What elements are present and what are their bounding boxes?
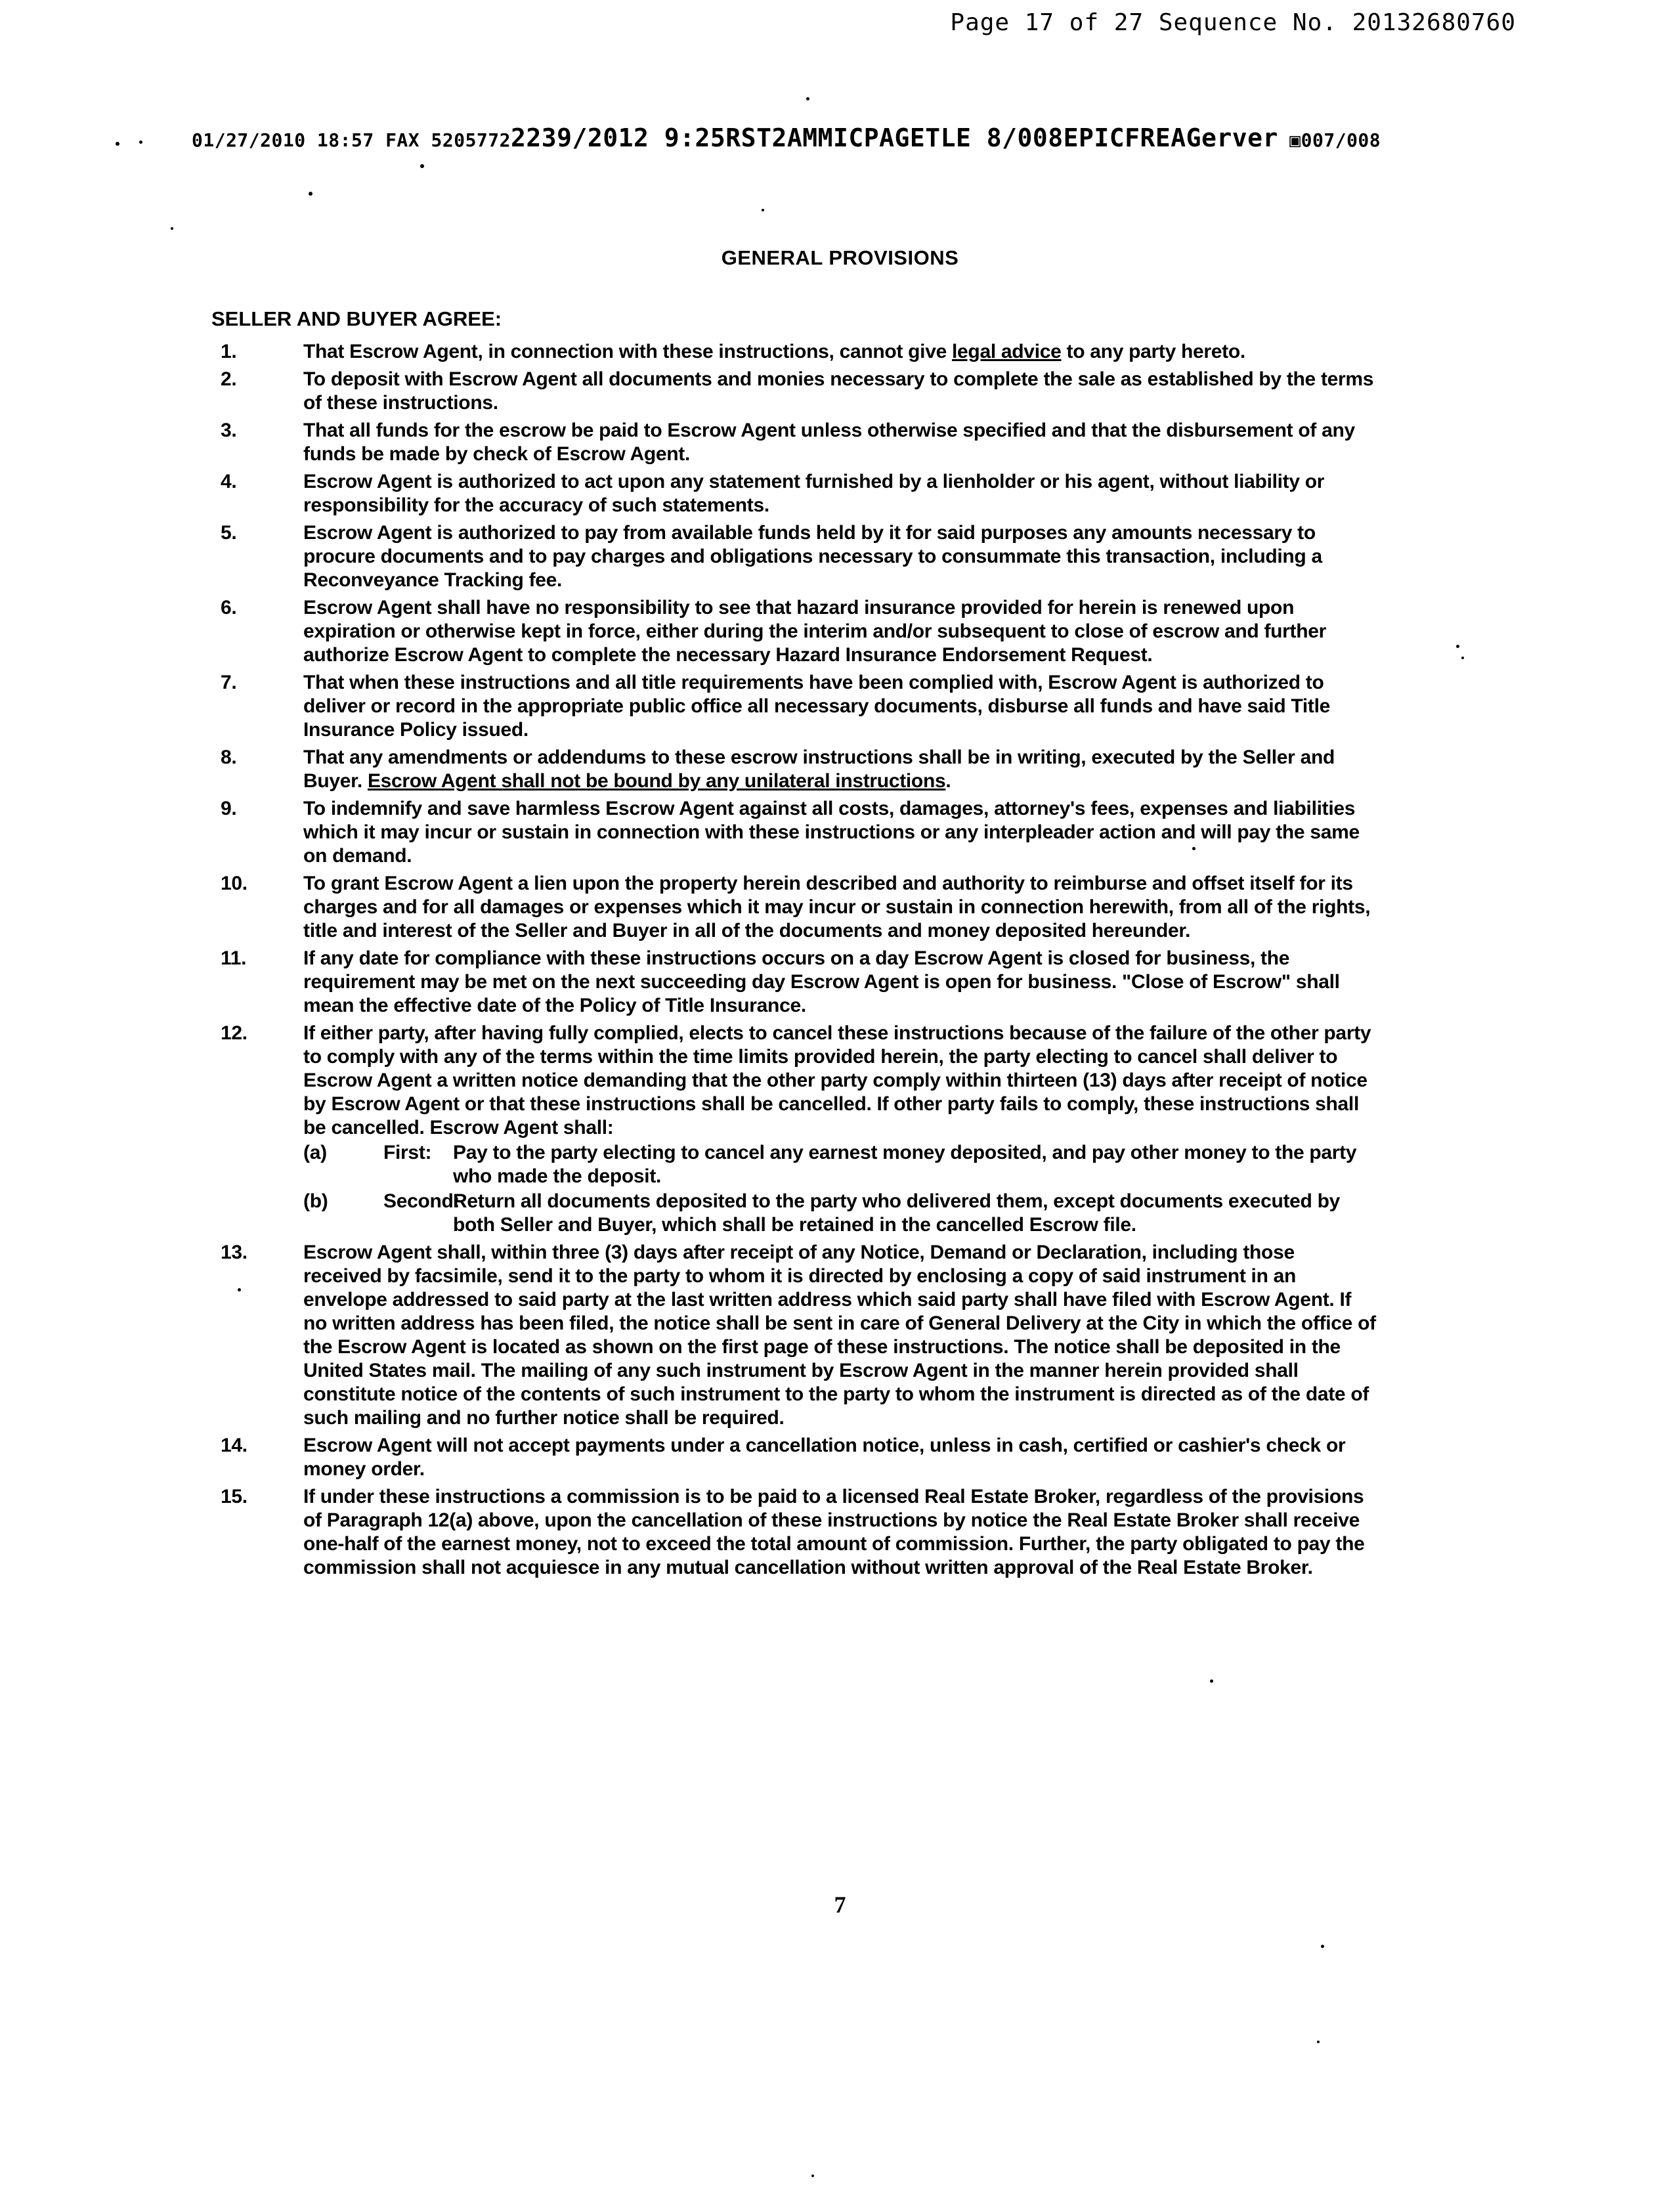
provision-text: Escrow Agent shall, within three (3) days after receipt of any Notice, Demand or Declaration, including those received by facsimile, send it to the party to whom it is directed by enclosing a copy of said instrument in an envelope addressed to said party at the last written address which said party shall have filed with Escrow Agent. If no written address has been filed, the notice shall be sent in care of General Delivery at the City in which the office of the Escrow Agent is located as shown on the first page of these instructions. The notice shall be deposited in the United States mail. The mailing of any such instrument by Escrow Agent in the manner herein provided shall constitute notice of the contents of such instrument to the party to whom the instrument is directed as of the date of such mailing and no further notice shall be required.	[303, 1242, 1376, 1429]
provision-item	[221, 596, 1376, 667]
provision-item	[221, 340, 1376, 364]
scan-speck	[1461, 657, 1464, 659]
scan-speck	[1210, 1679, 1213, 1683]
subitem-label: Second:	[383, 1190, 460, 1212]
provision-subitem	[303, 1190, 1376, 1237]
provision-item	[221, 947, 1376, 1018]
provision-number: 4.	[221, 471, 237, 492]
provision-text: That when these instructions and all title requirements have been complied with, Escrow Agent is authorized to deliver or record in the appropriate public office all necessary documents, disburse all funds and have said Title Insurance Policy issued.	[303, 672, 1331, 741]
provision-text: That Escrow Agent, in connection with these instructions, cannot give	[303, 341, 952, 362]
subitem-marker: (a)	[303, 1142, 327, 1163]
scan-speck	[1456, 645, 1459, 648]
provision-number: 8.	[221, 747, 237, 768]
section-subtitle: SELLER AND BUYER AGREE:	[211, 307, 502, 330]
provisions-list	[221, 340, 1376, 1584]
provision-text: Escrow Agent shall have no responsibility to see that hazard insurance provided for herein is renewed upon expiration or otherwise kept in force, either during the interim and/or subsequent to close of escrow and further authorize Escrow Agent to complete the necessary Hazard Insurance Endorsement Request.	[303, 597, 1327, 666]
provision-item	[221, 1434, 1376, 1481]
provision-number: 9.	[221, 798, 237, 819]
subitem-text: Pay to the party electing to cancel any earnest money deposited, and pay other money to the party who made the deposit.	[453, 1142, 1357, 1187]
fax-timestamp: 01/27/2010 18:57 FAX 5205772	[192, 129, 511, 151]
provision-text: To deposit with Escrow Agent all documents and monies necessary to complete the sale as established by the terms of these instructions.	[303, 368, 1374, 414]
scan-speck	[238, 1288, 241, 1291]
provision-number: 2.	[221, 368, 237, 390]
scan-speck	[806, 97, 809, 100]
provision-item	[221, 419, 1376, 466]
page-title: GENERAL PROVISIONS	[721, 246, 959, 269]
provision-subitem	[303, 1141, 1376, 1188]
page-number: 7	[834, 1892, 846, 1918]
provision-number: 10.	[221, 873, 248, 894]
provision-item	[221, 470, 1376, 517]
provision-text: If under these instructions a commission is to be paid to a licensed Real Estate Broker, regardless of the provisions of Paragraph 12(a) above, upon the cancellation of these instructions by notice the Real Estate Broker shall receive one-half of the earnest money, not to exceed the total amount of commission. Further, the party obligated to pay the commission shall not acquiesce in any mutual cancellation without written approval of the Real Estate Broker.	[303, 1486, 1365, 1578]
provision-text: That any amendments or addendums to these escrow instructions shall be in writing, executed by the Seller and Buyer.	[303, 747, 1335, 792]
provision-item	[221, 521, 1376, 592]
provision-number: 11.	[221, 947, 247, 969]
provision-item	[221, 1241, 1376, 1430]
provision-number: 3.	[221, 420, 237, 441]
provision-underlined-text: Escrow Agent shall not be bound by any unilateral instructions	[367, 770, 946, 792]
provision-number: 15.	[221, 1486, 248, 1507]
provision-number: 13.	[221, 1242, 248, 1263]
scan-speck	[309, 192, 312, 196]
provision-text: If any date for compliance with these instructions occurs on a day Escrow Agent is closed for business, the requirement may be met on the next succeeding day Escrow Agent is open for business. "Close of Escrow" shall mean the effective date of the Policy of Title Insurance.	[303, 947, 1340, 1016]
fax-overprint: 2239/2012 9:25RST2AMMICPAGETLE 8/008EPICFREAG	[511, 123, 1202, 152]
provision-text-end: to any party hereto.	[1061, 341, 1245, 362]
fax-page-count: 007/008	[1301, 129, 1381, 151]
fax-server: erver	[1201, 123, 1278, 152]
provision-item	[221, 746, 1376, 793]
sequence-header: Page 17 of 27 Sequence No. 20132680760	[950, 9, 1516, 36]
fax-box-icon: ▣	[1289, 129, 1301, 151]
subitem-label: First:	[383, 1142, 432, 1163]
provision-number: 5.	[221, 522, 237, 544]
provision-text: Escrow Agent is authorized to pay from available funds held by it for said purposes any amounts necessary to procure documents and to pay charges and obligations necessary to consummate this transaction, including a Reconveyance Tracking fee.	[303, 522, 1322, 591]
provision-item	[221, 1485, 1376, 1580]
provision-text: That all funds for the escrow be paid to Escrow Agent unless otherwise specified and that the disbursement of any funds be made by check of Escrow Agent.	[303, 420, 1355, 465]
provision-item	[221, 872, 1376, 943]
scan-speck	[116, 142, 119, 146]
provision-text: Escrow Agent will not accept payments under a cancellation notice, unless in cash, certified or cashier's check or money order.	[303, 1435, 1346, 1480]
scan-speck	[1321, 1945, 1324, 1948]
subitem-text: Return all documents deposited to the party who delivered them, except documents executed by both Seller and Buyer, which shall be retained in the cancelled Escrow file.	[453, 1190, 1341, 1236]
provision-text: If either party, after having fully complied, elects to cancel these instructions because of the failure of the other party to comply with any of the terms within the time limits provided herein, the party electing to cancel shall deliver to Escrow Agent a written notice demanding that the other party comply within thirteen (13) days after receipt of notice by Escrow Agent or that these instructions shall be cancelled. If other party fails to comply, these instructions shall be cancelled. Escrow Agent shall:	[303, 1022, 1371, 1138]
provision-text: To grant Escrow Agent a lien upon the property herein described and authority to reimburse and offset itself for its charges and for all damages or expenses which it may incur or sustain in connection herewith, from all of the rights, title and interest of the Seller and Buyer in all of the documents and money deposited hereunder.	[303, 873, 1371, 942]
scan-speck	[811, 2175, 814, 2177]
provision-number: 14.	[221, 1435, 248, 1456]
provision-item	[221, 1022, 1376, 1237]
provision-text-end: .	[945, 770, 951, 792]
provision-number: 7.	[221, 672, 237, 693]
provision-number: 12.	[221, 1022, 248, 1044]
scan-speck	[1317, 2041, 1320, 2043]
subitem-marker: (b)	[303, 1190, 328, 1212]
provision-item	[221, 797, 1376, 868]
provision-number: 1.	[221, 341, 237, 362]
provision-text: To indemnify and save harmless Escrow Agent against all costs, damages, attorney's fees, expenses and liabilities which it may incur or sustain in connection with these instructions or any interpleader action and will pay the same on demand.	[303, 798, 1360, 867]
scan-speck	[420, 164, 424, 168]
provision-item	[221, 368, 1376, 415]
provision-item	[221, 671, 1376, 742]
scan-speck	[171, 227, 173, 230]
scan-speck	[139, 141, 142, 144]
scan-speck	[1192, 847, 1195, 850]
provision-underlined-text: legal advice	[952, 341, 1062, 362]
scan-speck	[762, 209, 764, 211]
fax-transmission-header	[192, 123, 1381, 152]
provision-text: Escrow Agent is authorized to act upon any statement furnished by a lienholder or his agent, without liability or responsibility for the accuracy of such statements.	[303, 471, 1325, 516]
provision-number: 6.	[221, 597, 237, 618]
